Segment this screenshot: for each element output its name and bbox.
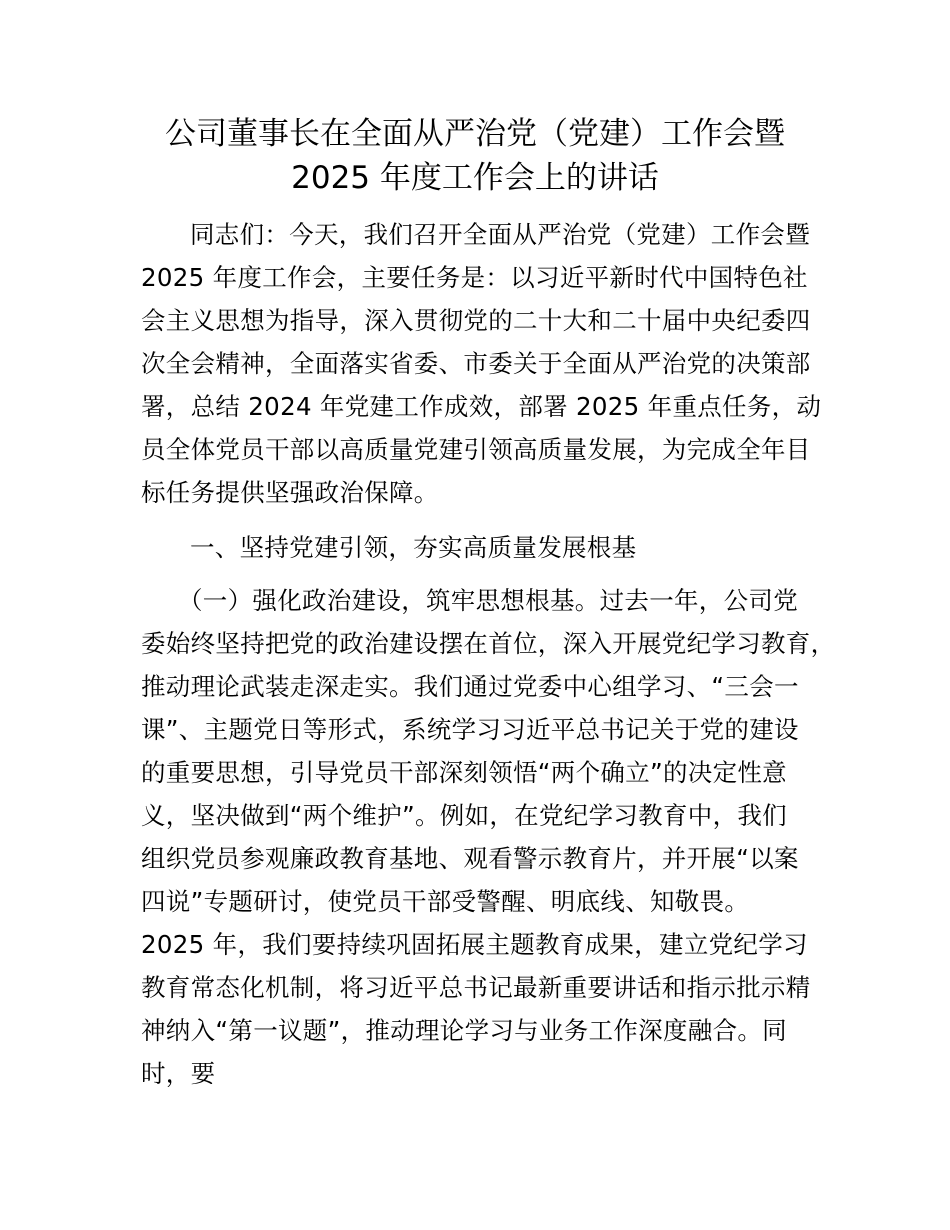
subsection-line: 教育常态化机制，将习近平总书记最新重要讲话和指示批示精 — [141, 973, 811, 1002]
subsection-line: 课”、主题党日等形式，系统学习习近平总书记关于党的建设 — [141, 715, 799, 744]
intro-line: 同志们：今天，我们召开全面从严治党（党建）工作会暨 — [190, 220, 810, 249]
subsection-line: 组织党员参观廉政教育基地、观看警示教育片，并开展“以案 — [141, 844, 799, 873]
subsection-line: 时，要 — [141, 1059, 216, 1088]
subsection-line: 2025 年，我们要持续巩固拓展主题教育成果，建立党纪学习 — [141, 930, 808, 959]
title-line-1: 公司董事长在全面从严治党（党建）工作会暨 — [165, 116, 785, 152]
intro-line: 会主义思想为指导，深入贯彻党的二十大和二十届中央纪委四 — [141, 306, 811, 335]
intro-line: 员全体党员干部以高质量党建引领高质量发展，为完成全年目 — [141, 435, 811, 464]
subsection-line: （一）强化政治建设，筑牢思想根基。过去一年，公司党 — [178, 586, 798, 615]
intro-line: 标任务提供坚强政治保障。 — [141, 478, 439, 507]
subsection-line: 义，坚决做到“两个维护”。例如，在党纪学习教育中，我们 — [141, 801, 787, 830]
section-heading: 一、坚持党建引领，夯实高质量发展根基 — [190, 533, 637, 562]
subsection-line: 推动理论武装走深走实。我们通过党委中心组学习、“三会一 — [141, 672, 799, 701]
subsection-line: 的重要思想，引导党员干部深刻领悟“两个确立”的决定性意 — [141, 758, 787, 787]
intro-line: 2025 年度工作会，主要任务是：以习近平新时代中国特色社 — [141, 263, 808, 292]
subsection-line: 神纳入“第一议题”，推动理论学习与业务工作深度融合。同 — [141, 1016, 787, 1045]
subsection-line: 四说”专题研讨，使党员干部受警醒、明底线、知敬畏。 — [141, 887, 750, 916]
title-line-2: 2025 年度工作会上的讲话 — [291, 160, 659, 196]
subsection-line: 委始终坚持把党的政治建设摆在首位，深入开展党纪学习教育， — [141, 629, 836, 658]
intro-line: 次全会精神，全面落实省委、市委关于全面从严治党的决策部 — [141, 349, 811, 378]
intro-line: 署，总结 2024 年党建工作成效，部署 2025 年重点任务，动 — [141, 392, 822, 421]
document-title — [0, 112, 950, 200]
